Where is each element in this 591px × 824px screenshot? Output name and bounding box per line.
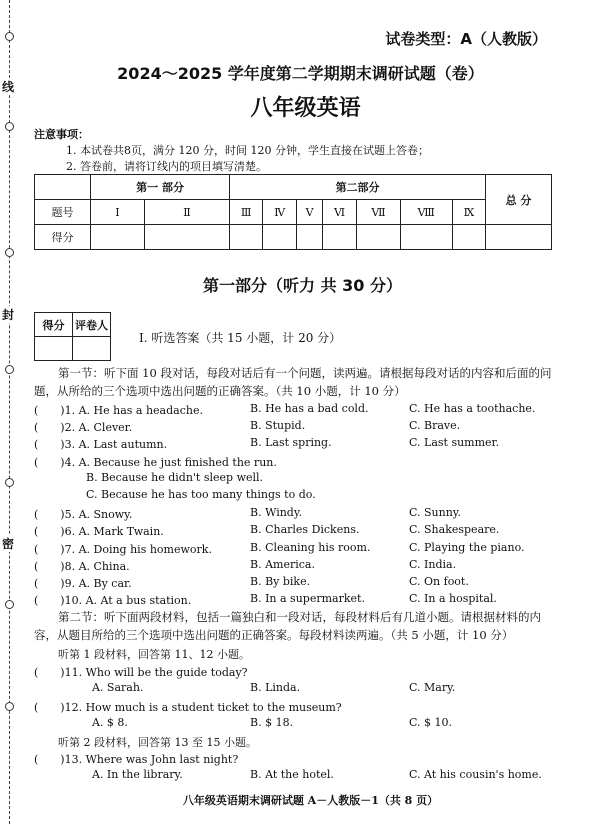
option-b: B. In a supermarket. (250, 592, 365, 605)
part1-title: 第一部分（听力 共 30 分） (203, 276, 402, 295)
option-b: B. Last spring. (250, 436, 332, 449)
grader-name-cell[interactable] (73, 337, 111, 361)
option-c: C. India. (409, 558, 457, 571)
score-col-header: Ⅷ (400, 200, 452, 225)
option-c: C. Sunny. (409, 506, 462, 519)
question-item: ( )11. Who will be the guide today? (34, 666, 248, 679)
score-cell[interactable] (91, 225, 145, 250)
option-b: B. $ 18. (250, 716, 294, 729)
option-c: C. Playing the piano. (409, 541, 525, 554)
note-item: 1. 本试卷共8页，满分 120 分，时间 120 分钟，学生直接在试题上答卷； (66, 144, 429, 157)
option-b: B. Because he didn't sleep well. (86, 471, 264, 484)
option-c: C. On foot. (409, 575, 469, 588)
option-b: B. America. (250, 558, 315, 571)
question-item: ( )13. Where was John last night? (34, 753, 239, 766)
score-cell[interactable] (230, 225, 263, 250)
score-cell[interactable] (297, 225, 323, 250)
notes-heading: 注意事项： (34, 128, 89, 141)
score-col-header: Ⅸ (452, 200, 485, 225)
option-b: B. Windy. (250, 506, 303, 519)
binding-hole-icon (5, 32, 14, 41)
binding-label: 线 (2, 80, 15, 94)
score-col-header: Ⅱ (144, 200, 229, 225)
score-cell[interactable] (144, 225, 229, 250)
binding-hole-icon (5, 702, 14, 711)
question-item: ( )3. A. Last autumn. (34, 438, 168, 451)
binding-hole-icon (5, 600, 14, 609)
grader-table (34, 312, 111, 361)
score-cell[interactable] (400, 225, 452, 250)
material-label: 听第 2 段材料，回答第 13 至 15 小题。 (58, 736, 257, 749)
question-item: ( )4. A. Because he just finished the run. (34, 456, 277, 469)
option-c: C. $ 10. (409, 716, 453, 729)
question-item: ( )6. A. Mark Twain. (34, 525, 164, 538)
binding-margin (0, 0, 22, 824)
grader-score-cell[interactable] (35, 337, 73, 361)
question-item: ( )1. A. He has a headache. (34, 404, 203, 417)
option-c: C. In a hospital. (409, 592, 497, 605)
option-b: B. Cleaning his room. (250, 541, 371, 554)
question-item: ( )9. A. By car. (34, 577, 132, 590)
binding-label: 封 (2, 308, 15, 322)
option-c: C. Shakespeare. (409, 523, 500, 536)
section1-heading: Ⅰ. 听选答案（共 15 小题，计 20 分） (139, 331, 342, 345)
score-cell[interactable] (452, 225, 485, 250)
note-item: 2. 答卷前，请将订线内的项目填写清楚。 (66, 160, 267, 173)
score-part1-header: 第一 部分 (91, 175, 230, 200)
score-table (34, 174, 552, 250)
total-header: 总 分 (486, 175, 552, 225)
subject-title: 八年级英语 (250, 96, 361, 121)
score-col-header: Ⅰ (91, 200, 145, 225)
binding-hole-icon (5, 478, 14, 487)
score-col-header: Ⅳ (263, 200, 297, 225)
score-col-header: Ⅴ (297, 200, 323, 225)
score-cell[interactable] (322, 225, 356, 250)
grader-name-label: 评卷人 (73, 313, 111, 337)
option-b: B. Charles Dickens. (250, 523, 360, 536)
option-c: C. Last summer. (409, 436, 500, 449)
option-b: B. At the hotel. (250, 768, 334, 781)
option-b: B. Linda. (250, 681, 301, 694)
page-footer: 八年级英语期末调研试题 A－人教版－1（共 8 页） (182, 794, 439, 807)
question-item: ( )8. A. China. (34, 560, 130, 573)
section2-intro: 第二节：听下面两段材料，包括一篇独白和一段对话，每段材料后有几道小题。请根据材料的内容，从题目所给的三个选项中选出问题的正确答案。每段材料读两遍。（共 5 小题，计 10 分） (34, 610, 541, 642)
grader-score-label: 得分 (35, 313, 73, 337)
score-col-header: Ⅶ (357, 200, 400, 225)
question-item: ( )5. A. Snowy. (34, 508, 133, 521)
binding-hole-icon (5, 122, 14, 131)
question-item: ( )2. A. Clever. (34, 421, 133, 434)
total-score-cell[interactable] (486, 225, 552, 250)
score-col-header: Ⅵ (322, 200, 356, 225)
section1-intro: 第一节：听下面 10 段对话，每段对话后有一个问题，读两遍。请根据每段对话的内容和后面的问题，从所给的三个选项中选出问题的正确答案。（共 10 小题，计 10 分） (34, 366, 552, 398)
score-part2-header: 第二部分 (230, 175, 486, 200)
score-row-label: 得分 (35, 225, 91, 250)
question-number-label: 题号 (35, 200, 91, 225)
option-a: A. Sarah. (92, 681, 144, 694)
binding-label: 密 (2, 537, 15, 551)
option-a: A. $ 8. (92, 716, 128, 729)
exam-title: 2024～2025 学年度第二学期期末调研试题（卷） (117, 64, 484, 83)
option-c: C. Because he has too many things to do. (86, 488, 316, 501)
option-b: B. Stupid. (250, 419, 306, 432)
score-cell[interactable] (263, 225, 297, 250)
material-label: 听第 1 段材料，回答第 11、12 小题。 (58, 648, 250, 661)
option-c: C. He has a toothache. (409, 402, 536, 415)
question-item: ( )10. A. At a bus station. (34, 594, 192, 607)
option-b: B. By bike. (250, 575, 311, 588)
option-b: B. He has a bad cold. (250, 402, 369, 415)
question-item: ( )7. A. Doing his homework. (34, 543, 212, 556)
option-a: A. In the library. (92, 768, 183, 781)
option-c: C. Brave. (409, 419, 461, 432)
score-cell[interactable] (357, 225, 400, 250)
option-c: C. Mary. (409, 681, 456, 694)
binding-hole-icon (5, 248, 14, 257)
question-item: ( )12. How much is a student ticket to the museum? (34, 701, 342, 714)
option-c: C. At his cousin's home. (409, 768, 542, 781)
exam-type: 试卷类型：A（人教版） (385, 30, 547, 48)
score-col-header: Ⅲ (230, 200, 263, 225)
binding-hole-icon (5, 365, 14, 374)
